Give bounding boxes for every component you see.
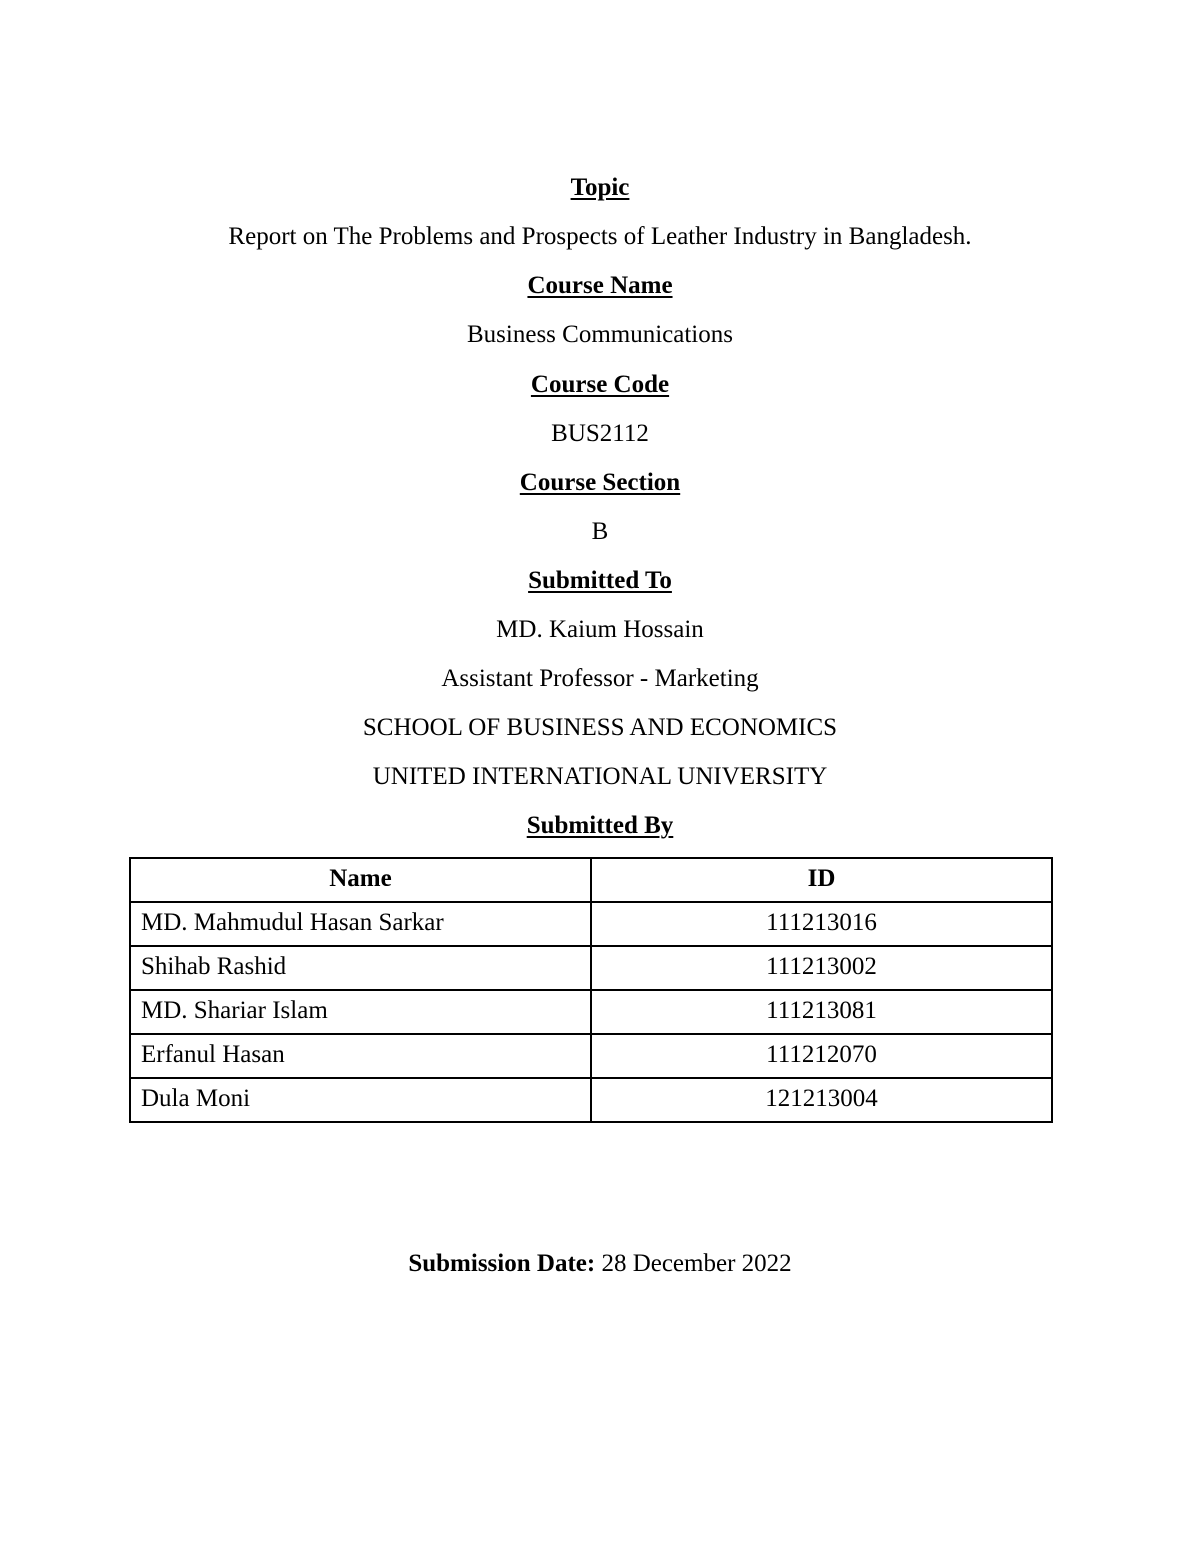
member-id: 111212070 — [591, 1034, 1052, 1078]
table-row — [130, 990, 1052, 1034]
member-name: Shihab Rashid — [130, 946, 591, 990]
table-row — [130, 946, 1052, 990]
course-name-heading: Course Name — [527, 272, 673, 299]
course-name-text: Business Communications — [467, 321, 733, 348]
submission-date-value: 28 December 2022 — [601, 1250, 792, 1277]
members-table — [129, 857, 1053, 1123]
table-row — [130, 902, 1052, 946]
member-name: Dula Moni — [130, 1078, 591, 1122]
topic-text: Report on The Problems and Prospects of Leather Industry in Bangladesh. — [228, 223, 972, 250]
supervisor-designation: Assistant Professor - Marketing — [441, 665, 759, 692]
member-name: MD. Shariar Islam — [130, 990, 591, 1034]
submitted-to-heading: Submitted To — [528, 567, 672, 594]
submitted-by-heading: Submitted By — [526, 812, 674, 839]
table-row — [130, 1078, 1052, 1122]
table-header-row — [130, 858, 1052, 902]
column-header-name: Name — [130, 858, 591, 902]
course-code-heading: Course Code — [530, 371, 670, 398]
school-name: SCHOOL OF BUSINESS AND ECONOMICS — [362, 714, 838, 741]
table-row — [130, 1034, 1052, 1078]
course-section-text: B — [591, 518, 609, 545]
submission-date-label: Submission Date: — [408, 1250, 596, 1277]
member-id: 111213016 — [591, 902, 1052, 946]
member-id: 111213081 — [591, 990, 1052, 1034]
column-header-id: ID — [591, 858, 1052, 902]
submission-date — [0, 1249, 1200, 1279]
supervisor-name: MD. Kaium Hossain — [496, 616, 704, 643]
member-id: 121213004 — [591, 1078, 1052, 1122]
member-name: MD. Mahmudul Hasan Sarkar — [130, 902, 591, 946]
topic-heading: Topic — [570, 174, 630, 201]
course-section-heading: Course Section — [519, 469, 681, 496]
course-code-text: BUS2112 — [551, 420, 649, 447]
member-id: 111213002 — [591, 946, 1052, 990]
university-name: UNITED INTERNATIONAL UNIVERSITY — [372, 763, 828, 790]
member-name: Erfanul Hasan — [130, 1034, 591, 1078]
